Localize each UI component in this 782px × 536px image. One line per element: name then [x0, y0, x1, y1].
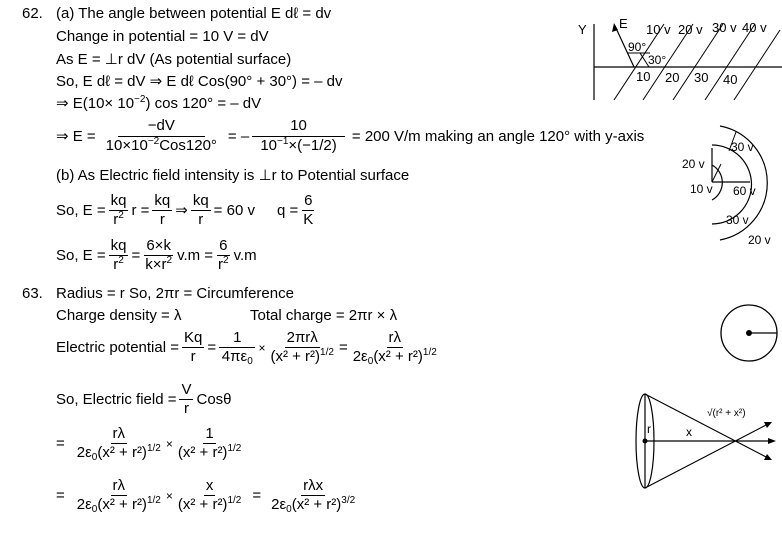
- cos-theta: Cosθ: [196, 391, 232, 409]
- den-part: 2ε: [76, 495, 92, 513]
- numerator: 10: [252, 118, 345, 137]
- exponent: 1/2: [146, 442, 161, 454]
- axis-label: 40: [723, 72, 738, 87]
- denominator: [258, 137, 338, 155]
- q62-b-line: (b) As Electric field intensity is ⊥r to Potential surface: [56, 167, 410, 184]
- den-part: (x² + r²): [177, 495, 228, 513]
- distance-label: x: [686, 425, 692, 439]
- potential-label: 30 v: [726, 213, 749, 227]
- den-part: Cos120°: [159, 136, 217, 154]
- times: ×: [165, 436, 173, 451]
- denominator: [143, 256, 174, 274]
- hypotenuse-label: √(r² + x²): [707, 408, 746, 419]
- fraction: [176, 426, 243, 461]
- question-number-63: 63.: [22, 285, 43, 302]
- subscript: 0: [91, 503, 98, 515]
- times: ×: [165, 488, 173, 503]
- potential-label: 40 v: [742, 20, 767, 35]
- denominator: r: [190, 347, 196, 365]
- equals-minus: = –: [227, 127, 250, 145]
- denominator: r: [159, 210, 165, 228]
- numerator: 6×k: [146, 237, 171, 254]
- q62-a-line4: So, E dℓ = dV ⇒ E dℓ Cos(90° + 30°) = – dv: [56, 73, 343, 90]
- exponent: 2: [223, 254, 229, 266]
- den-part: 10×10: [105, 136, 148, 154]
- denominator: r: [183, 399, 189, 417]
- implies-symbol: ⇒: [175, 202, 188, 220]
- q62-e-calculation: [56, 118, 644, 154]
- numerator: −dV: [118, 118, 205, 137]
- fraction: [152, 193, 172, 228]
- exponent: 1/2: [320, 346, 334, 358]
- equation-value: = 60 v: [213, 202, 255, 220]
- numerator: rλ: [112, 477, 126, 494]
- potential-label: 60 v: [733, 184, 756, 198]
- den-part: ×(−1/2): [288, 136, 337, 154]
- fraction: [179, 382, 193, 417]
- exponent: 2: [118, 209, 124, 221]
- den-part: (x² + r²): [373, 347, 423, 365]
- fraction: [252, 118, 345, 154]
- exponent: 3/2: [341, 494, 356, 506]
- equation-lhs: So, Electric field =: [56, 391, 177, 409]
- equation-mid: r =: [131, 202, 150, 220]
- fraction: [109, 193, 129, 228]
- fraction: [176, 478, 243, 513]
- subscript: 0: [247, 355, 253, 367]
- fraction: [75, 426, 163, 461]
- potential-label: 10 v: [690, 182, 713, 196]
- result-text: = 200 V/m making an angle 120° with y-axis: [351, 127, 645, 145]
- numerator: V: [181, 381, 192, 398]
- angle-30-label: 30°: [648, 53, 667, 67]
- charged-ring-diagram: [700, 290, 782, 380]
- den-part: (x² + r²): [97, 443, 147, 461]
- den-part: (x² + r²): [177, 443, 228, 461]
- den-part: (x² + r²): [270, 347, 321, 365]
- denominator: [216, 256, 231, 274]
- den-part: 2ε: [76, 443, 92, 461]
- denominator: [104, 137, 219, 155]
- radius-label: r: [647, 422, 651, 436]
- denominator: [268, 348, 335, 366]
- exponent: −2: [134, 94, 146, 105]
- numerator: rλ: [112, 425, 126, 442]
- numerator: kq: [154, 192, 171, 209]
- q62-a-line5-pre: ⇒ E(10× 10: [56, 95, 135, 112]
- numerator: kq: [110, 192, 127, 209]
- axis-label: 20: [665, 70, 680, 85]
- e-label: E: [619, 16, 628, 31]
- numerator: 1: [205, 425, 214, 442]
- q62-a-line1: (a) The angle between potential E dℓ = dv: [56, 5, 332, 22]
- concentric-equipotential-diagram: [670, 120, 782, 250]
- equipotential-lines-diagram: [570, 10, 782, 100]
- numerator: 6: [219, 237, 228, 254]
- numerator: 6: [304, 192, 313, 209]
- unit: v.m =: [177, 247, 214, 265]
- q63-step-1: [56, 426, 246, 461]
- equation-lhs: So, E =: [56, 202, 106, 220]
- denominator: [111, 256, 126, 274]
- y-axis-label: Y: [578, 22, 587, 37]
- subscript: 0: [286, 503, 292, 515]
- axis-label: 30: [694, 70, 709, 85]
- fraction: [143, 238, 174, 273]
- den-part: 4πε: [221, 347, 248, 365]
- fraction: [268, 330, 335, 365]
- denominator: r: [198, 210, 204, 228]
- denominator: [351, 348, 439, 366]
- denominator: [111, 211, 126, 229]
- fraction: [109, 238, 129, 273]
- exponent: 2: [166, 254, 173, 266]
- den-part: 2ε: [352, 347, 368, 365]
- q63-electric-field: [56, 382, 232, 417]
- numerator: 1: [219, 330, 255, 348]
- subscript: 0: [367, 355, 374, 367]
- fraction: [75, 478, 163, 513]
- equals: =: [56, 487, 65, 505]
- denominator: [75, 496, 163, 514]
- numerator: kq: [192, 192, 209, 209]
- exponent: 1/2: [227, 494, 242, 506]
- ring-axis-field-diagram: [620, 380, 782, 505]
- fraction: [219, 330, 255, 365]
- equals: =: [56, 435, 65, 453]
- q63-electric-potential: [56, 330, 442, 365]
- den-part: k×r: [145, 255, 167, 273]
- numerator: Kq: [183, 329, 203, 346]
- fraction: [104, 118, 219, 154]
- potential-label: 10 v: [646, 22, 671, 37]
- q63-line1: Radius = r So, 2πr = Circumference: [56, 285, 294, 302]
- den-part: r: [218, 255, 224, 273]
- exponent: 1/2: [422, 346, 437, 358]
- fraction: [182, 330, 204, 365]
- unit: v.m: [233, 247, 257, 265]
- denominator: [75, 444, 163, 462]
- q62-a-line2: Change in potential = 10 V = dV: [56, 28, 269, 45]
- den-part: r: [113, 255, 119, 273]
- times: ×: [258, 340, 266, 355]
- potential-label: 30 v: [731, 140, 754, 154]
- fraction: [351, 330, 439, 365]
- denominator: [176, 496, 243, 514]
- q62-b-equation-2: [56, 238, 257, 273]
- denominator: [176, 444, 243, 462]
- den-part: (x² + r²): [291, 495, 342, 513]
- question-number-62: 62.: [22, 5, 43, 22]
- arrow-head-icon: [768, 438, 776, 444]
- equals: =: [207, 339, 217, 357]
- exponent: −2: [147, 135, 160, 147]
- numerator: x: [205, 477, 214, 494]
- numerator: rλ: [388, 329, 401, 346]
- axis-label: 10: [636, 69, 651, 84]
- q63-total-charge: Total charge = 2πr × λ: [250, 307, 398, 324]
- den-part: 10: [260, 136, 277, 154]
- equation-lhs: So, E =: [56, 247, 106, 265]
- numerator: rλx: [303, 477, 324, 494]
- q63-charge-density: Charge density = λ: [56, 307, 182, 324]
- fraction: [216, 238, 231, 273]
- den-part: 2ε: [271, 495, 287, 513]
- q62-a-line5-post: ) cos 120° = – dV: [145, 95, 262, 112]
- equation-lhs: ⇒ E =: [56, 127, 96, 145]
- potential-label: 20 v: [678, 22, 703, 37]
- fraction: [301, 193, 315, 228]
- equals: =: [338, 339, 348, 357]
- denominator: K: [303, 210, 314, 228]
- potential-label: 20 v: [682, 157, 705, 171]
- exponent: −1: [277, 135, 289, 147]
- q62-b-equation-1: [56, 193, 318, 228]
- denominator: [220, 348, 255, 366]
- fraction: [191, 193, 211, 228]
- equals: =: [252, 487, 262, 505]
- potential-label: 30 v: [712, 20, 737, 35]
- angle-90-label: 90°: [628, 40, 647, 54]
- numerator: kq: [110, 237, 127, 254]
- q62-a-line5: [56, 96, 261, 111]
- exponent: 1/2: [146, 494, 161, 506]
- denominator: [269, 496, 357, 514]
- q62-a-line3: As E = ⊥r dV (As potential surface): [56, 51, 292, 68]
- fraction: [269, 478, 357, 513]
- equals: =: [131, 247, 141, 265]
- subscript: 0: [91, 451, 98, 463]
- den-part: r: [113, 210, 119, 228]
- potential-label: 20 v: [748, 233, 771, 247]
- exponent: 2: [118, 254, 124, 266]
- den-part: (x² + r²): [97, 495, 147, 513]
- numerator: 2πrλ: [286, 329, 318, 346]
- exponent: 1/2: [227, 442, 242, 454]
- q63-step-2: [56, 478, 360, 513]
- equation-lhs: Electric potential =: [56, 339, 179, 357]
- q-lhs: q =: [276, 202, 299, 220]
